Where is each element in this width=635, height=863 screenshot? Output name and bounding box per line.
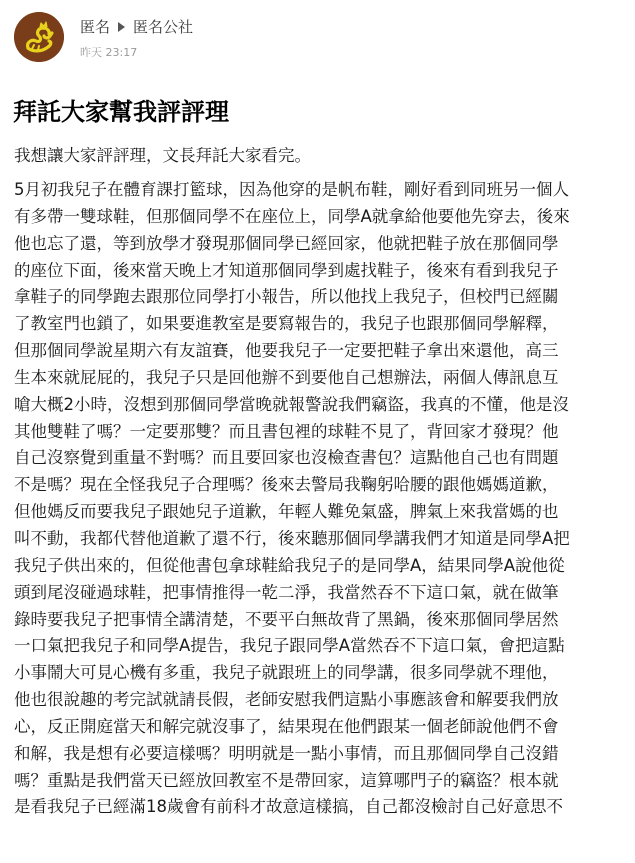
board-name[interactable]: 匿名公社 bbox=[133, 18, 194, 36]
body-line: 和解，我是想有必要這樣嗎？明明就是一點小事情，而且那個同學自己沒錯 bbox=[14, 743, 559, 763]
author-avatar[interactable] bbox=[14, 12, 64, 62]
dragon-avatar-icon bbox=[14, 12, 64, 62]
body-line: 叫不動，我都代替他道歉了還不行，後來聽那個同學講我們才知道是同學A把 bbox=[14, 528, 570, 548]
body-line: 他也很說趣的考完試就請長假，老師安慰我們這點小事應該會和解要我們放 bbox=[14, 690, 559, 710]
body-line: 小事鬧大可見心機有多重，我兒子就跟班上的同學講，很多同學就不理他， bbox=[14, 663, 559, 683]
body-line: 一口氣把我兒子和同學A提告，我兒子跟同學A當然吞不下這口氣，會把這點 bbox=[14, 636, 565, 656]
post-header bbox=[14, 10, 614, 66]
author-line bbox=[80, 16, 193, 37]
body-line: 他也忘了還，等到放學才發現那個同學已經回家，他就把鞋子放在那個同學 bbox=[14, 233, 559, 253]
triangle-right-icon bbox=[118, 22, 125, 32]
body-line: 嗆大概2小時，沒想到那個同學當晚就報警說我們竊盜，我真的不懂，他是沒 bbox=[14, 394, 569, 414]
body-line: 心，反正開庭當天和解完就沒事了，結果現在他們跟某一個老師說他們不會 bbox=[14, 716, 559, 736]
post-title: 拜託大家幫我評評理 bbox=[13, 98, 229, 126]
body-line: 嗎？重點是我們當天已經放回教室不是帶回家，這算哪門子的竊盜？根本就 bbox=[14, 770, 559, 790]
body-line: 不是嗎？現在全怪我兒子合理嗎？後來去警局我鞠躬哈腰的跟他媽媽道歉， bbox=[14, 475, 559, 495]
body-line: 自己沒察覺到重量不對嗎？而且要回家也沒檢查書包？這點他自己也有問題 bbox=[14, 448, 559, 468]
post-body bbox=[14, 177, 626, 821]
body-line: 了教室門也鎖了，如果要進教室是要寫報告的，我兒子也跟那個同學解釋， bbox=[14, 314, 559, 334]
body-line: 拿鞋子的同學跑去跟那位同學打小報告，所以他找上我兒子，但校門已經關 bbox=[14, 287, 559, 307]
body-line: 生本來就屁屁的，我兒子只是回他辦不到要他自己想辦法，兩個人傳訊息互 bbox=[14, 367, 559, 387]
body-line: 5月初我兒子在體育課打籃球，因為他穿的是帆布鞋，剛好看到同班另一個人 bbox=[14, 180, 569, 199]
body-line: 但他媽反而要我兒子跟她兒子道歉，年輕人難免氣盛，脾氣上來我當媽的也 bbox=[14, 502, 559, 522]
post-timestamp: 昨天 23:17 bbox=[80, 46, 138, 59]
body-line: 頭到尾沒碰過球鞋，把事情推得一乾二淨，我當然吞不下這口氣，就在做筆 bbox=[14, 582, 559, 602]
body-line: 的座位下面，後來當天晚上才知道那個同學到處找鞋子，後來有看到我兒子 bbox=[14, 260, 559, 280]
body-line: 是看我兒子已經滿18歲會有前科才故意這樣搞，自己都沒檢討自己好意思不 bbox=[14, 797, 563, 817]
author-name[interactable]: 匿名 bbox=[80, 18, 111, 36]
body-line: 錄時要我兒子把事情全講清楚，不要平白無故背了黑鍋，後來那個同學居然 bbox=[14, 609, 559, 629]
body-line: 我兒子供出來的，但從他書包拿球鞋給我兒子的是同學A，結果同學A說他從 bbox=[14, 555, 565, 575]
post-intro: 我想讓大家評評理，文長拜託大家看完。 bbox=[14, 146, 311, 165]
body-line: 但那個同學說星期六有友誼賽，他要我兒子一定要把鞋子拿出來還他，高三 bbox=[14, 341, 559, 361]
body-line: 有多帶一雙球鞋，但那個同學不在座位上，同學A就拿給他要他先穿去，後來 bbox=[14, 206, 570, 226]
body-line: 其他雙鞋了嗎？一定要那雙？而且書包裡的球鞋不見了，背回家才發現？他 bbox=[14, 421, 559, 441]
